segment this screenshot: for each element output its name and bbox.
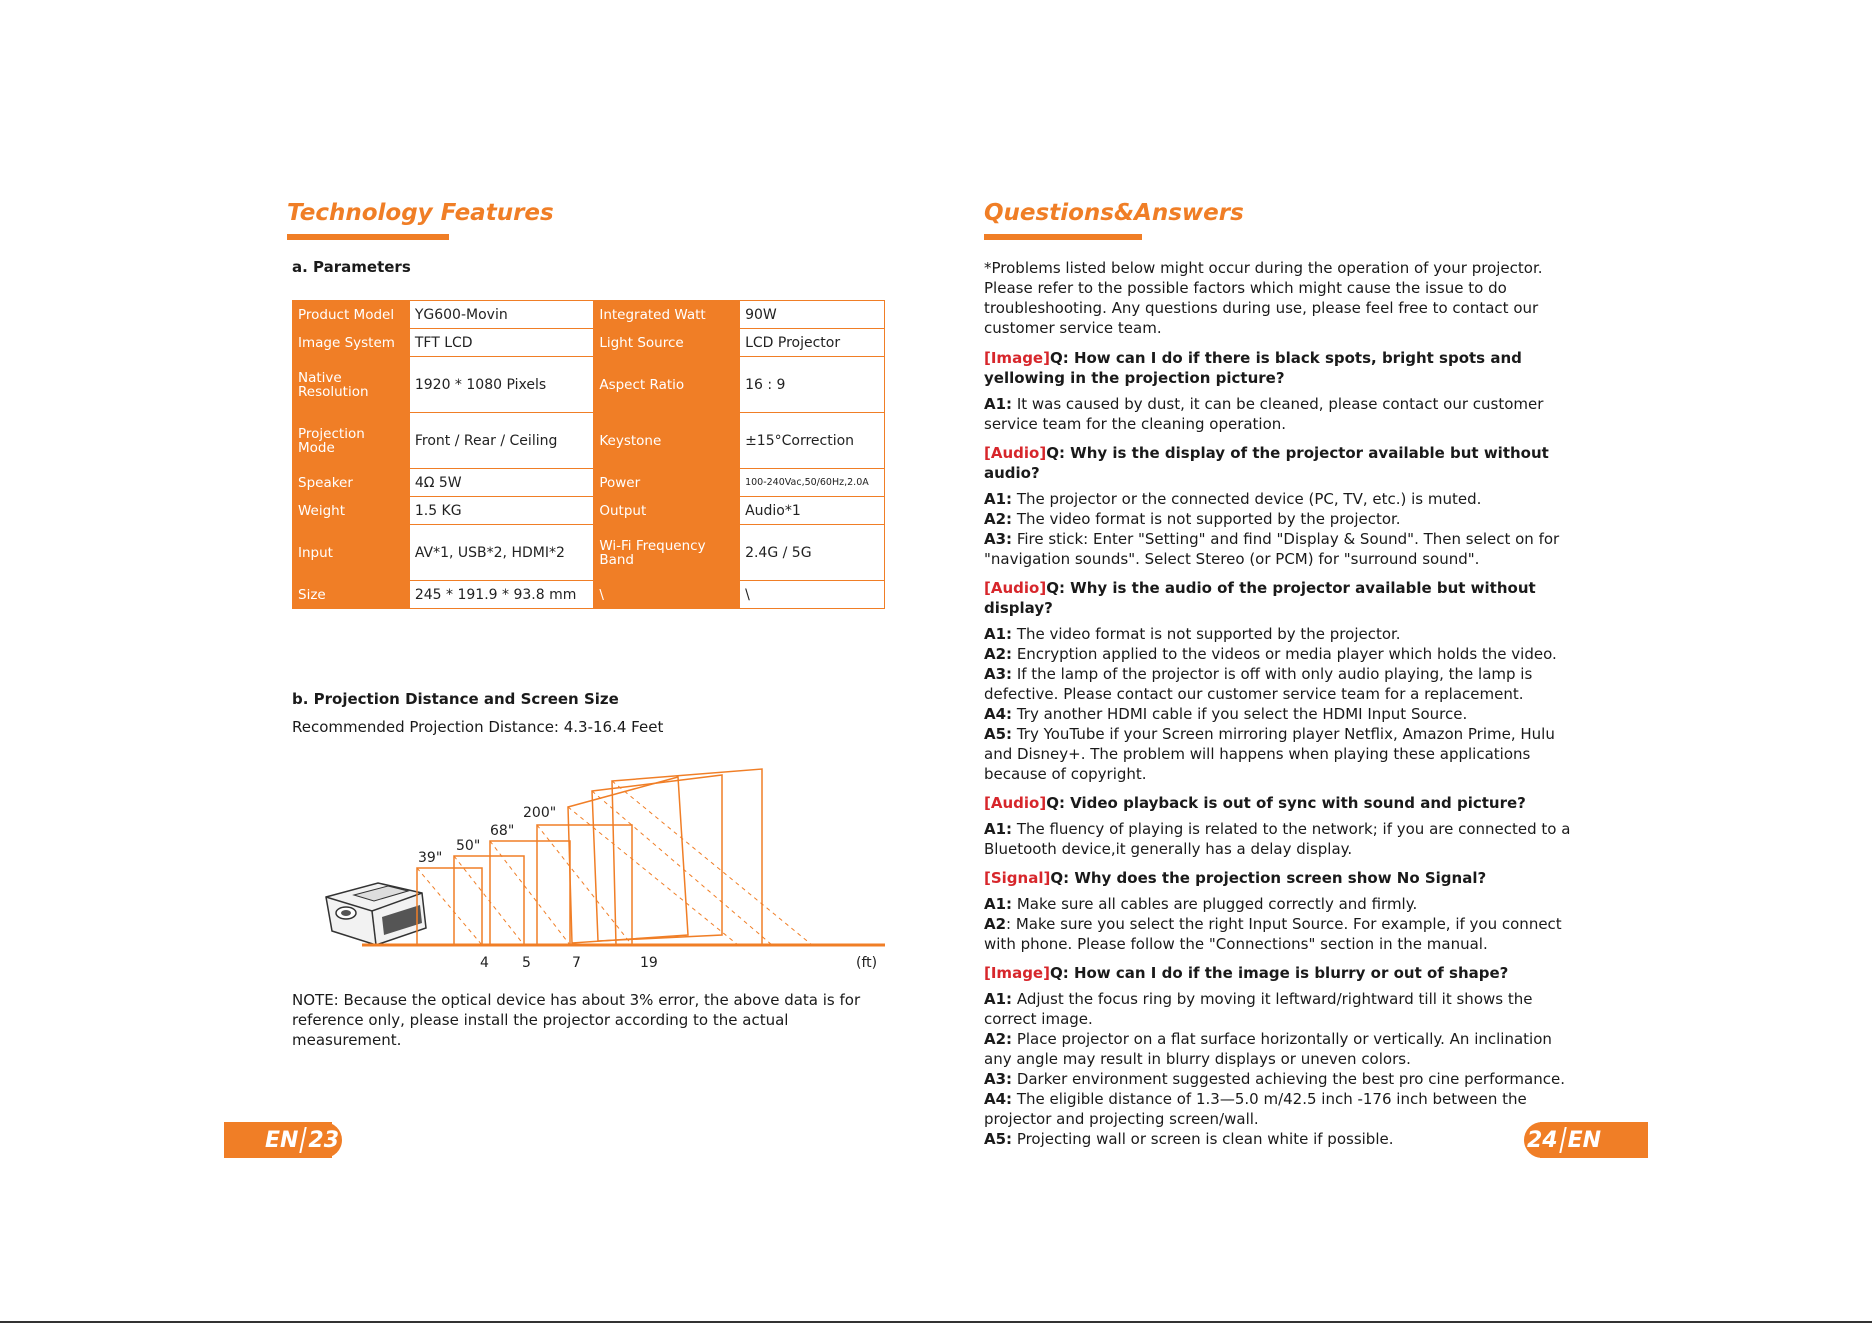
param-label: Light Source — [594, 329, 740, 357]
projection-ray — [612, 781, 812, 945]
projection-ray — [417, 868, 482, 945]
answer-text: Try another HDMI cable if you select the HDMI Input Source. — [1012, 705, 1468, 723]
param-row — [293, 469, 885, 497]
question-category-tag: [Audio] — [984, 579, 1047, 597]
answer-label: A1: — [984, 820, 1013, 838]
projection-ray — [568, 807, 738, 945]
param-label: Keystone — [594, 413, 740, 469]
screen-size-label: 200" — [523, 805, 557, 821]
param-label: Weight — [293, 497, 410, 525]
right-page-title: Questions&Answers — [984, 200, 1244, 226]
answer-text: Fire stick: Enter "Setting" and find "Display & Sound". Then select on for "navigation sounds". Select Stereo (or PCM) for "surround sound". — [984, 530, 1560, 568]
right-title-underline — [984, 234, 1142, 240]
param-value: AV*1, USB*2, HDMI*2 — [409, 525, 594, 581]
question-category-tag: [Image] — [984, 349, 1050, 367]
qa-item — [984, 868, 1584, 954]
right-page-lang: EN — [1567, 1127, 1602, 1153]
answer-label: A2: — [984, 510, 1013, 528]
qa-section — [984, 258, 1584, 1158]
question-category-tag: [Signal] — [984, 869, 1051, 887]
answer-text: The eligible distance of 1.3—5.0 m/42.5 inch -176 inch between the projector and projecting screen/wall. — [984, 1090, 1527, 1128]
answer — [984, 529, 1584, 569]
param-label: Native Resolution — [293, 357, 410, 413]
projection-ray — [592, 791, 772, 945]
answer-text: The video format is not supported by the projector. — [1012, 510, 1401, 528]
question-category-tag: [Image] — [984, 964, 1050, 982]
answer-label: A1: — [984, 625, 1013, 643]
question-category-tag: [Audio] — [984, 794, 1047, 812]
answer-label: A2: — [984, 1030, 1013, 1048]
param-value: Front / Rear / Ceiling — [409, 413, 594, 469]
answer-text: Adjust the focus ring by moving it leftward/rightward till it shows the correct image. — [984, 990, 1533, 1028]
param-label: Projection Mode — [293, 413, 410, 469]
param-value: 1.5 KG — [409, 497, 594, 525]
question — [984, 348, 1584, 388]
question-text: Q: Video playback is out of sync with sound and picture? — [1046, 794, 1526, 812]
distance-label: 7 — [572, 955, 581, 971]
answer — [984, 724, 1584, 784]
answer-label: A1: — [984, 895, 1013, 913]
distance-label: 19 — [640, 955, 658, 971]
screen-outline — [568, 777, 688, 943]
answer-label: A3: — [984, 530, 1013, 548]
answer-label: A5: — [984, 1130, 1013, 1148]
answer — [984, 989, 1584, 1029]
answer — [984, 894, 1584, 914]
question-text: Q: How can I do if there is black spots, bright spots and yellowing in the projection picture? — [984, 349, 1522, 387]
answer — [984, 509, 1584, 529]
question-text: Q: Why is the audio of the projector available but without display? — [984, 579, 1536, 617]
answer-text: Try YouTube if your Screen mirroring player Netflix, Amazon Prime, Hulu and Disney+. The problem will happens when playing these applications because of copyright. — [984, 725, 1555, 783]
param-value: 245 * 191.9 * 93.8 mm — [409, 581, 594, 609]
question — [984, 868, 1584, 888]
question-text: Q: Why does the projection screen show No Signal? — [1050, 869, 1487, 887]
answer — [984, 624, 1584, 644]
qa-item — [984, 793, 1584, 859]
answer — [984, 704, 1584, 724]
distance-label: 4 — [480, 955, 489, 971]
diagram-unit-label: (ft) — [856, 955, 878, 971]
qa-item — [984, 578, 1584, 784]
answer-label: A1: — [984, 490, 1013, 508]
projector-icon — [326, 883, 426, 945]
answer-label: A4: — [984, 705, 1013, 723]
param-value: ±15°Correction — [740, 413, 885, 469]
page-number-separator — [1559, 1127, 1567, 1153]
answer — [984, 489, 1584, 509]
param-row — [293, 413, 885, 469]
screen-size-label: 39" — [418, 850, 443, 866]
parameters-table — [292, 300, 885, 609]
projection-distance-diagram — [310, 745, 890, 975]
param-value: LCD Projector — [740, 329, 885, 357]
param-label: Integrated Watt — [594, 301, 740, 329]
param-value: 16 : 9 — [740, 357, 885, 413]
answer-text: The fluency of playing is related to the network; if you are connected to a Bluetooth device,it generally has a delay display. — [984, 820, 1571, 858]
left-page-lang: EN — [264, 1127, 299, 1153]
answer-label: A5: — [984, 725, 1013, 743]
param-row — [293, 525, 885, 581]
answer — [984, 644, 1584, 664]
param-row — [293, 357, 885, 413]
question-category-tag: [Audio] — [984, 444, 1047, 462]
param-value: 2.4G / 5G — [740, 525, 885, 581]
distance-label: 5 — [522, 955, 531, 971]
right-page-number: 24 — [1526, 1127, 1558, 1153]
answer — [984, 1129, 1584, 1149]
answer — [984, 1089, 1584, 1129]
answer-text: The video format is not supported by the projector. — [1012, 625, 1401, 643]
answer-text: Projecting wall or screen is clean white if possible. — [1012, 1130, 1394, 1148]
answer — [984, 664, 1584, 704]
param-value: YG600-Movin — [409, 301, 594, 329]
note-text: NOTE: Because the optical device has about 3% error, the above data is for reference only, please install the projector according to the actual measurement. — [292, 991, 861, 1049]
qa-item — [984, 443, 1584, 569]
section-a-heading: a. Parameters — [292, 258, 411, 276]
answer-text: If the lamp of the projector is off with only audio playing, the lamp is defective. Please contact our customer service team for a replacement. — [984, 665, 1533, 703]
answer-text: Place projector on a flat surface horizontally or vertically. An inclination any angle may result in blurry displays or uneven colors. — [984, 1030, 1552, 1068]
param-label: \ — [594, 581, 740, 609]
left-page-number: 23 — [308, 1127, 340, 1153]
param-value: TFT LCD — [409, 329, 594, 357]
question-text: Q: How can I do if the image is blurry or out of shape? — [1049, 964, 1509, 982]
page-number-separator — [300, 1127, 308, 1153]
right-page-number-pill — [1524, 1122, 1604, 1158]
param-label: Output — [594, 497, 740, 525]
param-label: Speaker — [293, 469, 410, 497]
answer-label: A4: — [984, 1090, 1013, 1108]
projection-ray — [537, 825, 632, 945]
qa-intro: *Problems listed below might occur during the operation of your projector. Please refer to the possible factors which might cause the issue to do troubleshooting. Any questions during use, please feel free to contact our customer service team. — [984, 259, 1543, 337]
param-label: Input — [293, 525, 410, 581]
qa-item — [984, 963, 1584, 1149]
param-value: 1920 * 1080 Pixels — [409, 357, 594, 413]
projection-ray — [454, 856, 524, 945]
answer-text: Darker environment suggested achieving the best pro cine performance. — [1012, 1070, 1565, 1088]
param-value: 4Ω 5W — [409, 469, 594, 497]
question — [984, 578, 1584, 618]
page-bottom-border — [0, 1321, 1872, 1323]
answer — [984, 1069, 1584, 1089]
param-label: Power — [594, 469, 740, 497]
param-value: \ — [740, 581, 885, 609]
param-value: Audio*1 — [740, 497, 885, 525]
answer-label: A1: — [984, 990, 1013, 1008]
answer — [984, 394, 1584, 434]
answer-text: It was caused by dust, it can be cleaned, please contact our customer service team for the cleaning operation. — [984, 395, 1544, 433]
answer — [984, 914, 1584, 954]
answer-label: A2 — [984, 915, 1007, 933]
question — [984, 443, 1584, 483]
param-value: 90W — [740, 301, 885, 329]
left-title-underline — [287, 234, 449, 240]
answer-text: : Make sure you select the right Input Source. For example, if you connect with phone. Please follow the "Connections" section in the manual. — [984, 915, 1562, 953]
answer-text: The projector or the connected device (PC, TV, etc.) is muted. — [1012, 490, 1482, 508]
qa-item — [984, 348, 1584, 434]
answer — [984, 1029, 1584, 1069]
section-b-heading: b. Projection Distance and Screen Size — [292, 690, 619, 708]
left-page-number-pill — [262, 1122, 342, 1158]
param-label: Image System — [293, 329, 410, 357]
param-label: Product Model — [293, 301, 410, 329]
param-value: 100-240Vac,50/60Hz,2.0A — [740, 469, 885, 497]
answer — [984, 819, 1584, 859]
answer-text: Encryption applied to the videos or media player which holds the video. — [1012, 645, 1557, 663]
screen-size-label: 50" — [456, 838, 481, 854]
param-row — [293, 301, 885, 329]
screen-outline — [592, 775, 722, 941]
projection-ray — [490, 841, 570, 945]
param-label: Aspect Ratio — [594, 357, 740, 413]
param-row — [293, 497, 885, 525]
question — [984, 963, 1584, 983]
param-row — [293, 581, 885, 609]
question — [984, 793, 1584, 813]
recommended-distance: Recommended Projection Distance: 4.3-16.4 Feet — [292, 718, 664, 736]
screen-size-label: 68" — [490, 823, 515, 839]
answer-label: A2: — [984, 645, 1013, 663]
param-label: Size — [293, 581, 410, 609]
left-page-title: Technology Features — [287, 200, 554, 226]
param-row — [293, 329, 885, 357]
answer-label: A3: — [984, 1070, 1013, 1088]
param-label: Wi-Fi Frequency Band — [594, 525, 740, 581]
answer-label: A3: — [984, 665, 1013, 683]
question-text: Q: Why is the display of the projector available but without audio? — [984, 444, 1549, 482]
answer-text: Make sure all cables are plugged correctly and firmly. — [1012, 895, 1418, 913]
answer-label: A1: — [984, 395, 1013, 413]
